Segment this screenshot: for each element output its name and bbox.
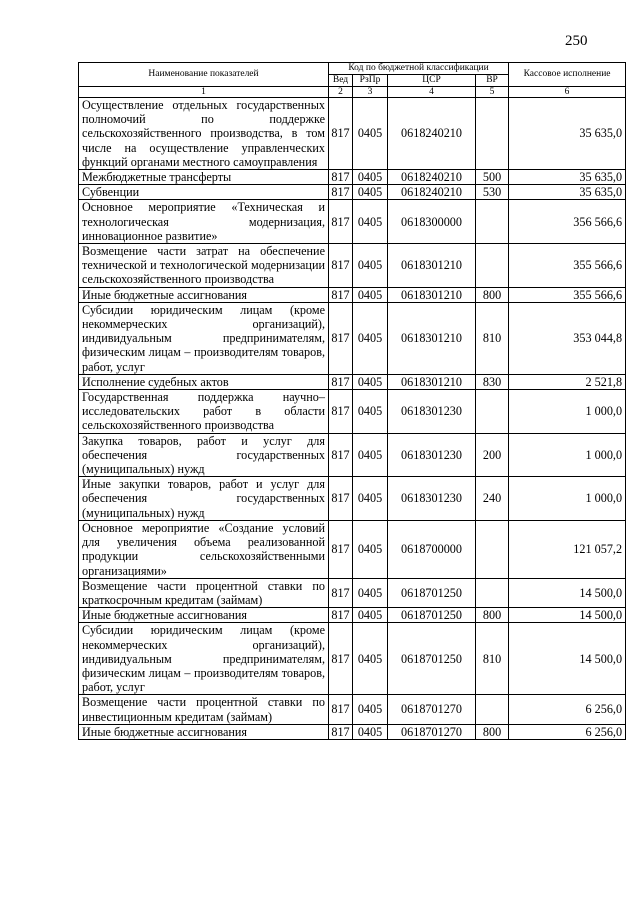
header-ved: Вед (329, 75, 353, 87)
row-csr: 0618240210 (388, 170, 476, 185)
row-rzpr: 0405 (353, 200, 388, 244)
column-number: 6 (509, 87, 626, 98)
row-ved: 817 (329, 244, 353, 288)
row-vr (476, 695, 509, 724)
row-ved: 817 (329, 608, 353, 623)
row-name: Возмещение части процентной ставки по инвестиционным кредитам (займам) (79, 695, 329, 724)
table-row (79, 98, 626, 170)
row-ved: 817 (329, 578, 353, 607)
table-row (79, 170, 626, 185)
row-csr: 0618701250 (388, 623, 476, 695)
table-row (79, 287, 626, 302)
table-row (79, 623, 626, 695)
column-number: 1 (79, 87, 329, 98)
row-ved: 817 (329, 390, 353, 434)
table-row (79, 724, 626, 739)
row-name: Иные бюджетные ассигнования (79, 287, 329, 302)
row-amount: 14 500,0 (509, 608, 626, 623)
column-number: 2 (329, 87, 353, 98)
row-amount: 2 521,8 (509, 374, 626, 389)
table-row (79, 608, 626, 623)
row-amount: 355 566,6 (509, 244, 626, 288)
row-vr: 240 (476, 477, 509, 521)
table-row (79, 433, 626, 477)
row-vr: 800 (476, 724, 509, 739)
header-name: Наименование показателей (79, 63, 329, 87)
row-rzpr: 0405 (353, 244, 388, 288)
row-rzpr: 0405 (353, 695, 388, 724)
row-ved: 817 (329, 724, 353, 739)
row-vr (476, 244, 509, 288)
row-csr: 0618700000 (388, 520, 476, 578)
row-name: Основное мероприятие «Создание условий для увеличения объема реализованной продукции сельскохозяйственными организациями» (79, 520, 329, 578)
row-ved: 817 (329, 695, 353, 724)
row-csr: 0618301210 (388, 374, 476, 389)
row-name: Основное мероприятие «Техническая и технологическая модернизация, инновационное развитие» (79, 200, 329, 244)
column-number: 5 (476, 87, 509, 98)
row-rzpr: 0405 (353, 98, 388, 170)
row-name: Возмещение части затрат на обеспечение технической и технологической модернизации сельскохозяйственного производства (79, 244, 329, 288)
row-vr: 830 (476, 374, 509, 389)
table-row (79, 390, 626, 434)
row-name: Иные закупки товаров, работ и услуг для обеспечения государственных (муниципальных) нужд (79, 477, 329, 521)
row-rzpr: 0405 (353, 477, 388, 521)
column-number: 3 (353, 87, 388, 98)
row-csr: 0618701270 (388, 695, 476, 724)
table-row (79, 302, 626, 374)
row-vr (476, 520, 509, 578)
row-vr: 500 (476, 170, 509, 185)
row-vr (476, 578, 509, 607)
row-vr: 810 (476, 623, 509, 695)
table-row (79, 185, 626, 200)
row-ved: 817 (329, 287, 353, 302)
row-csr: 0618701270 (388, 724, 476, 739)
row-name: Субсидии юридическим лицам (кроме некоммерческих организаций), индивидуальным предпринимателям, физическим лицам – производителям товаров, работ, услуг (79, 302, 329, 374)
row-amount: 35 635,0 (509, 98, 626, 170)
row-name: Субсидии юридическим лицам (кроме некоммерческих организаций), индивидуальным предпринимателям, физическим лицам – производителям товаров, работ, услуг (79, 623, 329, 695)
row-name: Государственная поддержка научно–исследовательских работ в области сельскохозяйственного производства (79, 390, 329, 434)
row-vr: 800 (476, 608, 509, 623)
row-amount: 1 000,0 (509, 477, 626, 521)
row-name: Иные бюджетные ассигнования (79, 724, 329, 739)
table-row (79, 578, 626, 607)
row-ved: 817 (329, 170, 353, 185)
row-name: Исполнение судебных актов (79, 374, 329, 389)
row-name: Субвенции (79, 185, 329, 200)
row-vr: 800 (476, 287, 509, 302)
row-rzpr: 0405 (353, 608, 388, 623)
row-amount: 355 566,6 (509, 287, 626, 302)
row-amount: 356 566,6 (509, 200, 626, 244)
row-vr (476, 200, 509, 244)
row-rzpr: 0405 (353, 287, 388, 302)
row-rzpr: 0405 (353, 302, 388, 374)
row-amount: 353 044,8 (509, 302, 626, 374)
row-csr: 0618301230 (388, 390, 476, 434)
row-csr: 0618301230 (388, 433, 476, 477)
row-ved: 817 (329, 302, 353, 374)
row-rzpr: 0405 (353, 374, 388, 389)
row-csr: 0618240210 (388, 98, 476, 170)
row-amount: 121 057,2 (509, 520, 626, 578)
row-csr: 0618301210 (388, 244, 476, 288)
row-ved: 817 (329, 98, 353, 170)
row-vr (476, 390, 509, 434)
row-csr: 0618701250 (388, 578, 476, 607)
row-ved: 817 (329, 200, 353, 244)
row-csr: 0618701250 (388, 608, 476, 623)
table-row (79, 244, 626, 288)
page-number: 250 (565, 33, 588, 49)
header-vr: ВР (476, 75, 509, 87)
row-amount: 1 000,0 (509, 390, 626, 434)
table-row (79, 695, 626, 724)
row-vr: 810 (476, 302, 509, 374)
table-row (79, 477, 626, 521)
row-amount: 14 500,0 (509, 623, 626, 695)
row-csr: 0618301210 (388, 302, 476, 374)
row-name: Возмещение части процентной ставки по краткосрочным кредитам (займам) (79, 578, 329, 607)
row-rzpr: 0405 (353, 724, 388, 739)
row-vr: 530 (476, 185, 509, 200)
row-vr (476, 98, 509, 170)
row-rzpr: 0405 (353, 623, 388, 695)
row-name: Осуществление отдельных государственных полномочий по поддержке сельскохозяйственного производства, в том числе на осуществление управленческих функций органами местного самоуправления (79, 98, 329, 170)
row-rzpr: 0405 (353, 390, 388, 434)
column-number: 4 (388, 87, 476, 98)
row-amount: 1 000,0 (509, 433, 626, 477)
header-code-group: Код по бюджетной классификации (329, 63, 509, 75)
row-amount: 14 500,0 (509, 578, 626, 607)
row-rzpr: 0405 (353, 170, 388, 185)
row-csr: 0618301230 (388, 477, 476, 521)
row-csr: 0618240210 (388, 185, 476, 200)
row-rzpr: 0405 (353, 185, 388, 200)
budget-table (78, 62, 626, 740)
row-name: Иные бюджетные ассигнования (79, 608, 329, 623)
row-amount: 35 635,0 (509, 185, 626, 200)
row-name: Закупка товаров, работ и услуг для обеспечения государственных (муниципальных) нужд (79, 433, 329, 477)
table-row (79, 374, 626, 389)
table-row (79, 200, 626, 244)
row-amount: 6 256,0 (509, 695, 626, 724)
header-csr: ЦСР (388, 75, 476, 87)
row-ved: 817 (329, 623, 353, 695)
row-ved: 817 (329, 477, 353, 521)
row-rzpr: 0405 (353, 433, 388, 477)
row-rzpr: 0405 (353, 520, 388, 578)
column-number-row (79, 87, 626, 98)
row-csr: 0618301210 (388, 287, 476, 302)
row-csr: 0618300000 (388, 200, 476, 244)
row-ved: 817 (329, 185, 353, 200)
row-name: Межбюджетные трансферты (79, 170, 329, 185)
header-row-1 (79, 63, 626, 75)
row-vr: 200 (476, 433, 509, 477)
row-ved: 817 (329, 374, 353, 389)
row-amount: 6 256,0 (509, 724, 626, 739)
row-ved: 817 (329, 520, 353, 578)
table-row (79, 520, 626, 578)
row-amount: 35 635,0 (509, 170, 626, 185)
row-ved: 817 (329, 433, 353, 477)
row-rzpr: 0405 (353, 578, 388, 607)
header-amount: Кассовое исполнение (509, 63, 626, 87)
header-rzpr: РзПр (353, 75, 388, 87)
